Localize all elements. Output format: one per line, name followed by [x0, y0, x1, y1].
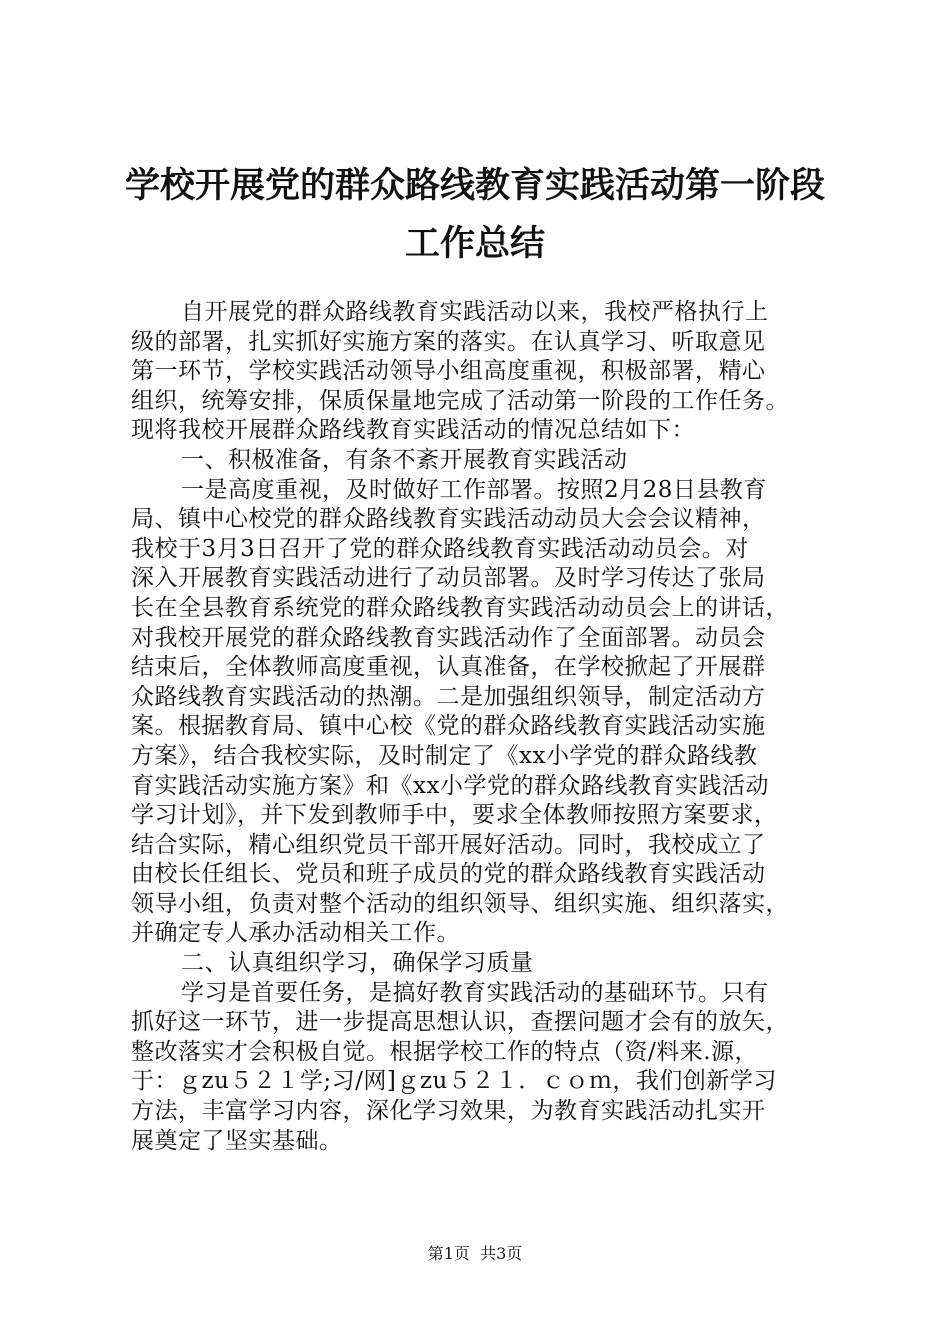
section-heading-2: 二、认真组织学习，确保学习质量	[181, 950, 534, 977]
body-line: 方法，丰富学习内容，深化学习效果，为教育实践活动扎实开	[131, 1098, 766, 1125]
body-line: 一是高度重视，及时做好工作部署。按照2月28日县教育	[181, 476, 767, 503]
body-line: 由校长任组长、党员和班子成员的党的群众路线教育实践活动	[131, 861, 766, 888]
body-line: 自开展党的群众路线教育实践活动以来，我校严格执行上	[181, 299, 769, 325]
body-line: 现将我校开展群众路线教育实践活动的情况总结如下：	[131, 417, 695, 444]
body-line: 学习计划》，并下发到教师手中，要求全体教师按照方案要求，	[131, 802, 778, 829]
body-line: 第一环节，学校实践活动领导小组高度重视，积极部署，精心	[131, 358, 766, 385]
section-heading-1: 一、积极准备，有条不紊开展教育实践活动	[181, 446, 628, 473]
body-line: 级的部署，扎实抓好实施方案的落实。在认真学习、听取意见	[131, 328, 766, 355]
body-line: 结束后，全体教师高度重视，认真准备，在学校掀起了开展群	[131, 654, 766, 681]
body-line: 组织，统筹安排，保质保量地完成了活动第一阶段的工作任务。	[131, 387, 789, 414]
body-line: 案。根据教育局、镇中心校《党的群众路线教育实践活动实施	[131, 713, 766, 740]
body-line: 并确定专人承办活动相关工作。	[131, 920, 460, 947]
body-line: 众路线教育实践活动的热潮。二是加强组织领导，制定活动方	[131, 683, 766, 710]
body-line: 长在全县教育系统党的群众路线教育实践活动动员会上的讲话，	[131, 594, 789, 621]
document-title-line-2: 工作总结	[404, 224, 545, 264]
body-line: 学习是首要任务，是搞好教育实践活动的基础环节。只有	[181, 979, 769, 1006]
body-line: 领导小组，负责对整个活动的组织领导、组织实施、组织落实，	[131, 890, 789, 917]
body-line: 展奠定了坚实基础。	[131, 1127, 343, 1154]
body-line: 我校于3月3日召开了党的群众路线教育实践活动动员会。对	[131, 535, 749, 562]
body-line: 深入开展教育实践活动进行了动员部署。及时学习传达了张局	[131, 565, 766, 592]
body-line: 结合实际，精心组织党员干部开展好活动。同时，我校成立了	[131, 831, 766, 858]
body-line: 对我校开展党的群众路线教育实践活动作了全面部署。动员会	[131, 624, 766, 651]
document-title-line-1: 学校开展党的群众路线教育实践活动第一阶段	[124, 166, 825, 206]
body-line: 于：ｇzu５２１学;习/网]ｇzu５２１．ｃｏｍ，我们创新学习	[131, 1068, 777, 1095]
page-number-footer: 第1页 共3页	[427, 1244, 523, 1263]
body-line: 育实践活动实施方案》和《xx小学党的群众路线教育实践活动	[131, 772, 769, 799]
body-line: 方案》，结合我校实际，及时制定了《xx小学党的群众路线教	[131, 742, 758, 769]
body-line: 整改落实才会积极自觉。根据学校工作的特点（资/料来.源，	[131, 1038, 759, 1065]
body-line: 局、镇中心校党的群众路线教育实践活动动员大会会议精神，	[131, 506, 766, 533]
document-body	[131, 298, 843, 1156]
body-line: 抓好这一环节，进一步提高思想认识，查摆问题才会有的放矢，	[131, 1009, 789, 1036]
